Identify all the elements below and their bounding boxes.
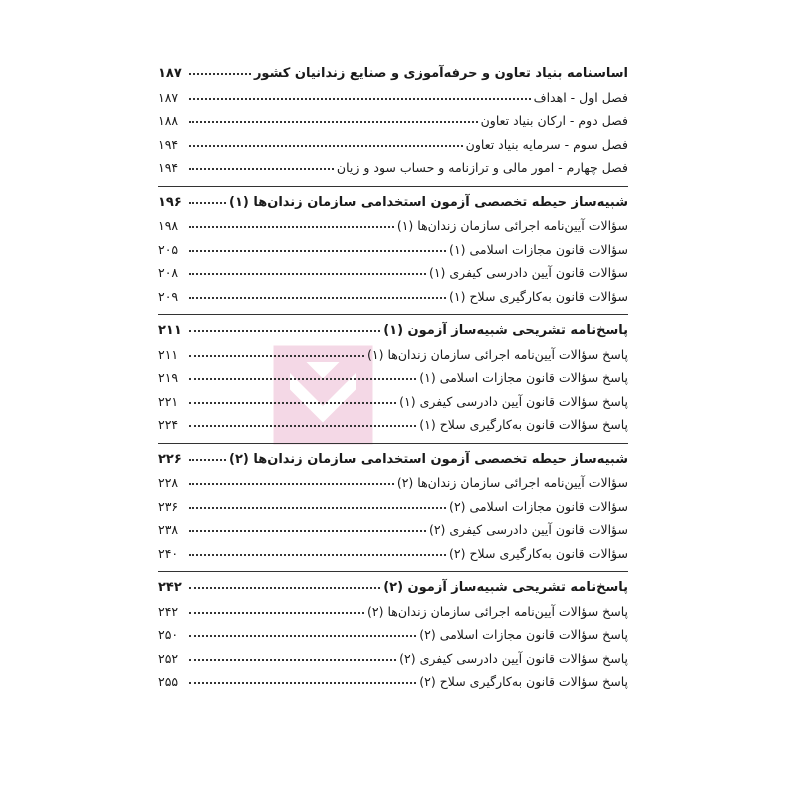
toc-entry[interactable] (158, 285, 628, 309)
page-number: ۱۸۸ (158, 113, 179, 128)
page-number: ۲۴۲ (158, 580, 182, 595)
dot-leader (189, 623, 416, 637)
toc-entry[interactable] (158, 413, 628, 437)
toc-heading[interactable] (158, 191, 628, 215)
entry-title: سؤالات قانون آیین دادرسی کیفری (۱) (428, 265, 628, 280)
toc-entry[interactable] (158, 518, 628, 542)
toc-entry[interactable] (158, 471, 628, 495)
page-number: ۱۸۷ (158, 89, 179, 105)
dot-leader (189, 190, 226, 204)
entry-title: سؤالات قانون مجازات اسلامی (۱) (449, 241, 628, 257)
dot-leader (189, 542, 446, 556)
toc-section (158, 571, 628, 694)
entry-title: پاسخ سؤالات قانون مجازات اسلامی (۲) (419, 627, 628, 642)
page-number: ۲۱۱ (158, 323, 182, 338)
page-number: ۲۵۰ (158, 627, 179, 642)
entry-title: فصل اول - اهداف (533, 89, 628, 105)
toc-entry[interactable] (158, 214, 628, 238)
page-number: ۲۱۹ (158, 370, 179, 385)
toc-entry[interactable] (158, 343, 628, 367)
toc-entry[interactable] (158, 495, 628, 519)
page-number: ۱۹۴ (158, 136, 179, 152)
entry-title: پاسخ سؤالات قانون به‌کارگیری سلاح (۱) (419, 417, 628, 432)
toc-section (158, 62, 628, 180)
entry-title: سؤالات آیین‌نامه اجرائی سازمان زندان‌ها (۲) (396, 475, 628, 490)
entry-title: پاسخ سؤالات قانون آیین دادرسی کیفری (۱) (399, 393, 628, 409)
dot-leader (189, 214, 394, 228)
entry-title: سؤالات قانون به‌کارگیری سلاح (۲) (449, 545, 628, 561)
page-number: ۲۰۵ (158, 241, 179, 257)
page-number: ۲۵۲ (158, 650, 179, 666)
entry-title: پاسخ‌نامه تشریحی شبیه‌ساز آزمون (۲) (383, 580, 628, 595)
page-number: ۲۳۶ (158, 498, 179, 514)
entry-title: پاسخ سؤالات آیین‌نامه اجرائی سازمان زندان‌ها (۱) (367, 346, 628, 362)
page-number: ۱۹۴ (158, 160, 179, 175)
entry-title: سؤالات قانون به‌کارگیری سلاح (۱) (449, 288, 628, 304)
page-number: ۲۰۸ (158, 265, 179, 280)
page-number: ۱۹۸ (158, 218, 179, 233)
page-number: ۱۸۷ (158, 66, 182, 81)
table-of-contents (158, 62, 628, 694)
page-number: ۲۴۲ (158, 603, 179, 619)
entry-title: پاسخ‌نامه تشریحی شبیه‌ساز آزمون (۱) (383, 323, 628, 338)
toc-section (158, 443, 628, 566)
toc-entry[interactable] (158, 542, 628, 566)
dot-leader (189, 109, 478, 123)
toc-entry[interactable] (158, 366, 628, 390)
entry-title: فصل سوم - سرمایه بنیاد تعاون (465, 136, 628, 152)
dot-leader (189, 343, 364, 357)
dot-leader (189, 495, 446, 509)
dot-leader (189, 285, 446, 299)
dot-leader (189, 670, 416, 684)
toc-entry[interactable] (158, 670, 628, 694)
dot-leader (189, 647, 396, 661)
dot-leader (189, 86, 531, 100)
page-number: ۲۳۸ (158, 522, 179, 537)
entry-title: اساسنامه بنیاد تعاون و حرفه‌آموزی و صنایع زندانیان کشور (253, 66, 628, 81)
page-number: ۲۰۹ (158, 288, 179, 304)
entry-title: پاسخ سؤالات قانون مجازات اسلامی (۱) (419, 370, 628, 385)
dot-leader (189, 390, 396, 404)
entry-title: سؤالات قانون آیین دادرسی کیفری (۲) (428, 522, 628, 537)
page-number: ۲۱۱ (158, 346, 179, 362)
dot-leader (189, 471, 394, 485)
entry-title: فصل دوم - ارکان بنیاد تعاون (480, 113, 628, 128)
dot-leader (189, 238, 446, 252)
toc-heading[interactable] (158, 576, 628, 600)
page-number: ۲۲۸ (158, 475, 179, 490)
toc-entry[interactable] (158, 600, 628, 624)
page-number: ۲۲۱ (158, 393, 179, 409)
dot-leader (189, 261, 426, 275)
entry-title: فصل چهارم - امور مالی و ترازنامه و حساب سود و زیان (336, 160, 628, 175)
page-number: ۲۲۴ (158, 417, 179, 432)
toc-heading[interactable] (158, 62, 628, 86)
entry-title: پاسخ سؤالات آیین‌نامه اجرائی سازمان زندان‌ها (۲) (367, 603, 628, 619)
dot-leader (189, 366, 416, 380)
page-number: ۱۹۶ (158, 194, 182, 210)
entry-title: پاسخ سؤالات قانون آیین دادرسی کیفری (۲) (399, 650, 628, 666)
toc-entry[interactable] (158, 623, 628, 647)
page-number: ۲۴۰ (158, 545, 179, 561)
toc-entry[interactable] (158, 261, 628, 285)
entry-title: سؤالات آیین‌نامه اجرائی سازمان زندان‌ها (۱) (396, 218, 628, 233)
entry-title: شبیه‌ساز حیطه تخصصی آزمون استخدامی سازمان زندان‌ها (۱) (228, 194, 628, 210)
toc-entry[interactable] (158, 647, 628, 671)
toc-entry[interactable] (158, 238, 628, 262)
toc-section (158, 314, 628, 437)
toc-heading[interactable] (158, 448, 628, 472)
dot-leader (189, 600, 364, 614)
dot-leader (189, 447, 226, 461)
toc-entry[interactable] (158, 133, 628, 157)
toc-entry[interactable] (158, 390, 628, 414)
page-number: ۲۵۵ (158, 674, 179, 689)
toc-entry[interactable] (158, 156, 628, 180)
dot-leader (189, 575, 380, 589)
entry-title: سؤالات قانون مجازات اسلامی (۲) (449, 498, 628, 514)
toc-entry[interactable] (158, 86, 628, 110)
dot-leader (189, 61, 251, 75)
toc-section (158, 186, 628, 309)
entry-title: پاسخ سؤالات قانون به‌کارگیری سلاح (۲) (419, 674, 628, 689)
dot-leader (189, 318, 380, 332)
dot-leader (189, 133, 463, 147)
dot-leader (189, 518, 426, 532)
toc-entry[interactable] (158, 109, 628, 133)
entry-title: شبیه‌ساز حیطه تخصصی آزمون استخدامی سازمان زندان‌ها (۲) (228, 451, 628, 467)
page-number: ۲۲۶ (158, 451, 182, 467)
toc-heading[interactable] (158, 319, 628, 343)
dot-leader (189, 413, 416, 427)
dot-leader (189, 156, 334, 170)
